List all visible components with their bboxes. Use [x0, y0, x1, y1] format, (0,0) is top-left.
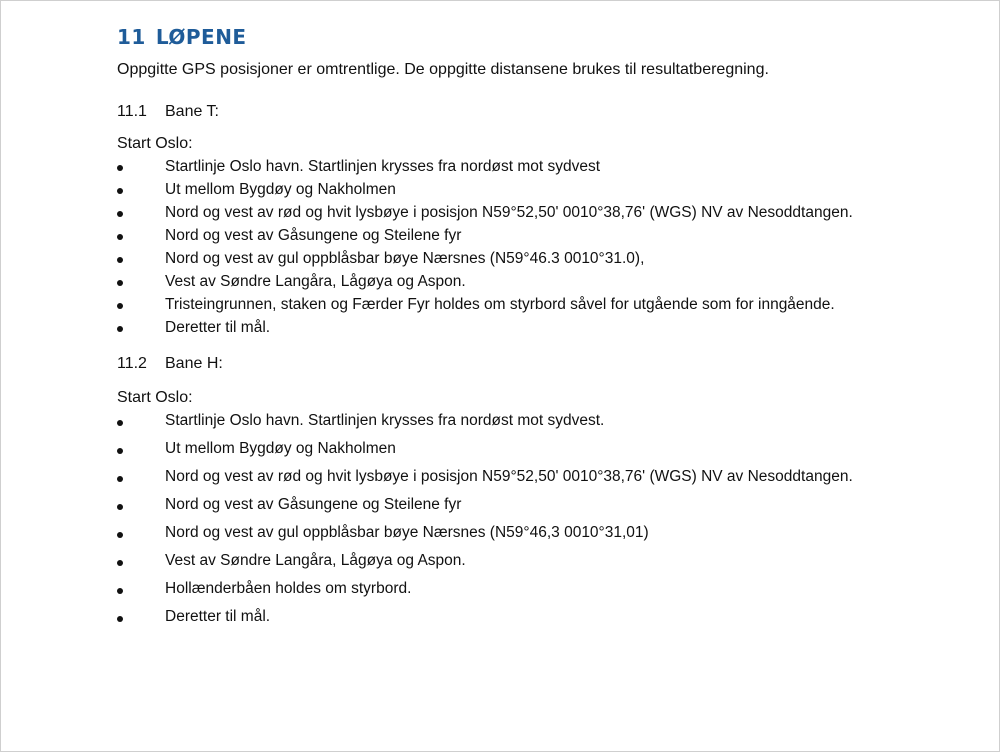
bane-h-list: [117, 409, 937, 629]
bullet-icon: [117, 326, 123, 332]
list-item: [117, 178, 937, 201]
bullet-icon: [117, 476, 123, 482]
bullet-icon: [117, 188, 123, 194]
list-item-text: Nord og vest av Gåsungene og Steilene fyr: [165, 227, 462, 244]
start-label: Start Oslo:: [117, 135, 193, 152]
bullet-icon: [117, 257, 123, 263]
section-heading: [117, 23, 937, 53]
list-item-text: Deretter til mål.: [165, 608, 271, 625]
list-item: [117, 409, 937, 433]
list-item-text: Nord og vest av rød og hvit lysbøye i posisjon N59°52,50' 0010°38,76' (WGS) NV av Nesoddtangen.: [165, 204, 853, 221]
list-item: [117, 465, 937, 489]
document-content: [117, 23, 937, 629]
list-item: [117, 201, 937, 224]
list-item-text: Startlinje Oslo havn. Startlinjen krysses fra nordøst mot sydvest.: [165, 412, 605, 429]
bane-t-list: [117, 155, 937, 339]
start-label: Start Oslo:: [117, 389, 193, 406]
list-item-text: Nord og vest av Gåsungene og Steilene fyr: [165, 496, 462, 513]
bullet-icon: [117, 616, 123, 622]
list-item: [117, 521, 937, 545]
list-item: [117, 247, 937, 270]
subsection-number: 11.2: [117, 355, 147, 372]
list-item-text: Ut mellom Bygdøy og Nakholmen: [165, 181, 396, 198]
subsection-heading-bane-t: [117, 101, 937, 123]
bullet-icon: [117, 280, 123, 286]
list-item-text: Vest av Søndre Langåra, Lågøya og Aspon.: [165, 552, 466, 569]
section-title: LØPENE: [155, 25, 247, 49]
bullet-icon: [117, 532, 123, 538]
list-item-text: Deretter til mål.: [165, 319, 271, 336]
section-number: 11: [117, 25, 146, 49]
list-item: [117, 270, 937, 293]
subsection-number: 11.1: [117, 103, 147, 120]
list-item: [117, 155, 937, 178]
list-item-text: Nord og vest av gul oppblåsbar bøye Nærsnes (N59°46,3 0010°31,01): [165, 524, 649, 541]
list-item: [117, 577, 937, 601]
bullet-icon: [117, 211, 123, 217]
list-item: [117, 493, 937, 517]
bullet-icon: [117, 303, 123, 309]
list-item-text: Hollænderbåen holdes om styrbord.: [165, 580, 412, 597]
bullet-icon: [117, 560, 123, 566]
section-intro: Oppgitte GPS posisjoner er omtrentlige. De oppgitte distansene brukes til resultatberegning.: [117, 61, 769, 78]
list-item: [117, 605, 937, 629]
list-item-text: Nord og vest av rød og hvit lysbøye i posisjon N59°52,50' 0010°38,76' (WGS) NV av Nesoddtangen.: [165, 468, 853, 485]
list-item-text: Ut mellom Bygdøy og Nakholmen: [165, 440, 396, 457]
bullet-icon: [117, 504, 123, 510]
bullet-icon: [117, 448, 123, 454]
list-item: [117, 437, 937, 461]
subsection-title: Bane T:: [165, 103, 219, 120]
list-item: [117, 316, 937, 339]
list-item: [117, 293, 937, 316]
bullet-icon: [117, 165, 123, 171]
bullet-icon: [117, 234, 123, 240]
list-item-text: Vest av Søndre Langåra, Lågøya og Aspon.: [165, 273, 466, 290]
bullet-icon: [117, 420, 123, 426]
bullet-icon: [117, 588, 123, 594]
subsection-title: Bane H:: [165, 355, 223, 372]
list-item-text: Startlinje Oslo havn. Startlinjen krysses fra nordøst mot sydvest: [165, 158, 601, 175]
list-item: [117, 224, 937, 247]
subsection-heading-bane-h: [117, 353, 937, 375]
list-item-text: Nord og vest av gul oppblåsbar bøye Nærsnes (N59°46.3 0010°31.0),: [165, 250, 645, 267]
list-item-text: Tristeingrunnen, staken og Færder Fyr holdes om styrbord såvel for utgående som for inngående.: [165, 296, 835, 313]
list-item: [117, 549, 937, 573]
